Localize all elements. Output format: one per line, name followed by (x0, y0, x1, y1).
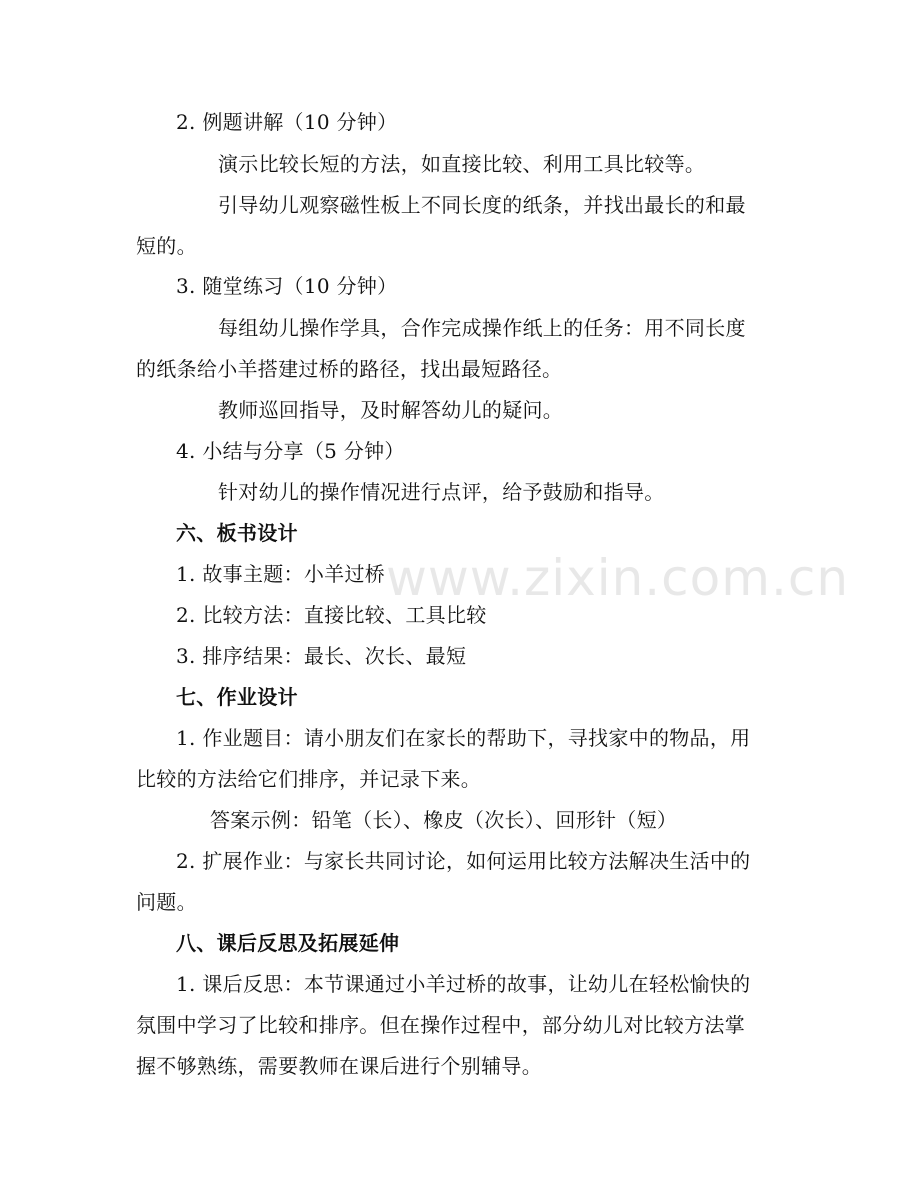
section-item-summary: 4. 小结与分享（5 分钟） (176, 439, 405, 463)
paragraph-line: 每组幼儿操作学具，合作完成操作纸上的任务：用不同长度 (218, 316, 746, 340)
paragraph-line: 握不够熟练，需要教师在课后进行个别辅导。 (136, 1054, 542, 1078)
list-item: 3. 排序结果：最长、次长、最短 (176, 644, 467, 668)
section-heading-blackboard-design: 六、板书设计 (176, 521, 298, 545)
paragraph-line: 的纸条给小羊搭建过桥的路径，找出最短路径。 (136, 357, 563, 381)
list-item: 1. 课后反思：本节课通过小羊过桥的故事，让幼儿在轻松愉快的 (176, 972, 751, 996)
section-item-practice: 3. 随堂练习（10 分钟） (176, 274, 398, 298)
list-item: 2. 比较方法：直接比较、工具比较 (176, 603, 487, 627)
paragraph-line: 演示比较长短的方法，如直接比较、利用工具比较等。 (218, 152, 706, 176)
paragraph-line: 短的。 (136, 234, 197, 258)
list-item: 1. 作业题目：请小朋友们在家长的帮助下，寻找家中的物品，用 (176, 726, 751, 750)
section-heading-homework-design: 七、作业设计 (176, 685, 298, 709)
list-item: 1. 故事主题：小羊过桥 (176, 562, 386, 586)
paragraph-line: 教师巡回指导，及时解答幼儿的疑问。 (218, 398, 564, 422)
list-item: 2. 扩展作业：与家长共同讨论，如何运用比较方法解决生活中的 (176, 849, 751, 873)
paragraph-line: 比较的方法给它们排序，并记录下来。 (136, 767, 482, 791)
watermark: www.zixin.com.cn (386, 549, 850, 607)
section-item-example-explanation: 2. 例题讲解（10 分钟） (176, 110, 398, 134)
paragraph-line: 氛围中学习了比较和排序。但在操作过程中，部分幼儿对比较方法掌 (136, 1013, 745, 1037)
section-heading-reflection: 八、课后反思及拓展延伸 (176, 931, 400, 955)
paragraph-line: 答案示例：铅笔（长）、橡皮（次长）、回形针（短） (210, 808, 678, 832)
paragraph-line: 问题。 (136, 890, 197, 914)
paragraph-line: 引导幼儿观察磁性板上不同长度的纸条，并找出最长的和最 (218, 193, 746, 217)
paragraph-line: 针对幼儿的操作情况进行点评，给予鼓励和指导。 (218, 480, 665, 504)
